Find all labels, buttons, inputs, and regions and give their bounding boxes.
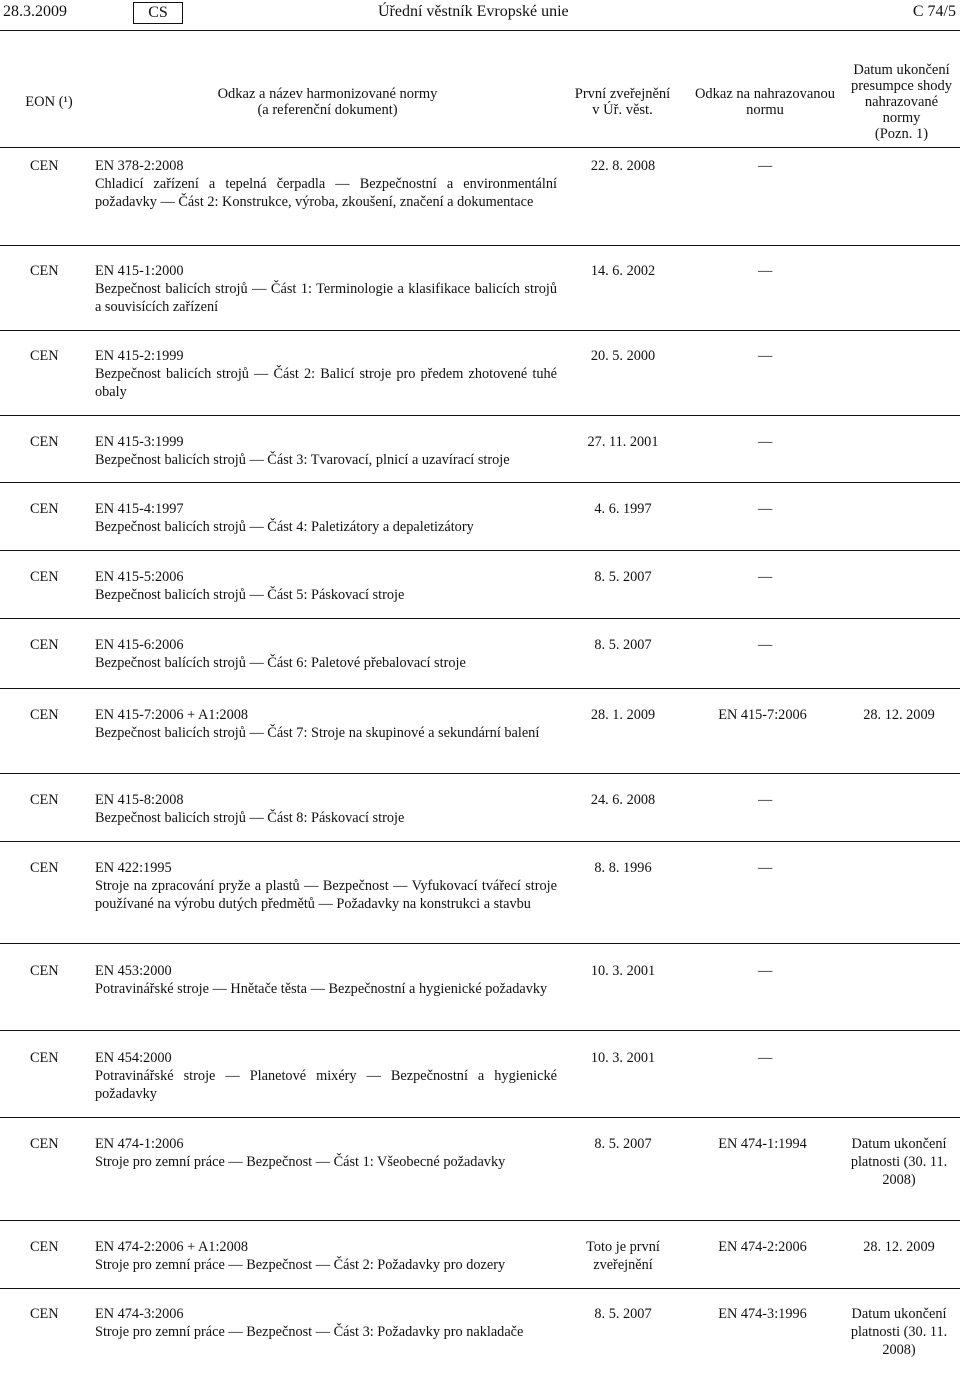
- publication-date-cell: 10. 3. 2001: [590, 963, 656, 979]
- standard-title: Bezpečnost balicích strojů — Část 7: Stroje na skupinové a sekundární balení: [95, 725, 540, 742]
- superseded-standard-cell: EN 474-3:1996: [718, 1306, 807, 1322]
- standard-code: EN 415-3:1999: [95, 434, 184, 450]
- language-badge: CS: [133, 2, 183, 24]
- reference-cell: [95, 262, 557, 317]
- standard-code: EN 454:2000: [95, 1050, 172, 1066]
- superseded-standard-cell: EN 474-2:2006: [718, 1239, 807, 1255]
- publication-date-cell: 8. 8. 1996: [594, 860, 652, 876]
- reference-cell: [95, 791, 557, 827]
- publication-date-cell: 8. 5. 2007: [594, 569, 652, 585]
- standard-code: EN 415-4:1997: [95, 501, 184, 517]
- superseded-standard-cell: EN 415-7:2006: [718, 707, 807, 723]
- superseded-standard-cell: —: [758, 637, 773, 653]
- cessation-date-cell: Datum ukončení platnosti (30. 11. 2008): [850, 1306, 948, 1359]
- reference-cell: [95, 859, 557, 914]
- cessation-date-cell: 28. 12. 2009: [863, 1239, 935, 1255]
- eon-cell: CEN: [30, 963, 59, 979]
- standard-title: Bezpečnost balicích strojů — Část 1: Terminologie a klasifikace balicích strojů a souvisících zařízení: [95, 281, 557, 316]
- row-divider: [0, 330, 960, 331]
- row-divider: [0, 841, 960, 842]
- superseded-standard-cell: —: [758, 860, 773, 876]
- reference-cell: [95, 347, 557, 402]
- standard-code: EN 415-5:2006: [95, 569, 184, 585]
- publication-date-cell: 14. 6. 2002: [590, 263, 656, 279]
- standard-title: Potravinářské stroje — Hnětače těsta — Bezpečnostní a hygienické požadavky: [95, 981, 548, 998]
- superseded-standard-cell: —: [758, 792, 773, 808]
- publication-date-cell: 22. 8. 2008: [590, 158, 656, 174]
- publication-date-cell: 27. 11. 2001: [587, 434, 659, 450]
- eon-cell: CEN: [30, 1050, 59, 1066]
- cessation-date-cell: Datum ukončení platnosti (30. 11. 2008): [850, 1136, 948, 1189]
- superseded-standard-cell: —: [758, 158, 773, 174]
- eon-cell: CEN: [30, 434, 59, 450]
- row-divider: [0, 943, 960, 944]
- col-eon-header: EON (¹): [25, 94, 73, 110]
- row-divider: [0, 1030, 960, 1031]
- standard-code: EN 415-1:2000: [95, 263, 184, 279]
- standard-title: Chladicí zařízení a tepelná čerpadla — Bezpečnostní a environmentální požadavky — Část 2: Konstrukce, výroba, zkoušení, značení a dokumentace: [95, 176, 557, 211]
- row-divider: [0, 773, 960, 774]
- publication-date-cell: 28. 1. 2009: [590, 707, 656, 723]
- eon-cell: CEN: [30, 707, 59, 723]
- row-divider: [0, 1117, 960, 1118]
- row-divider: [0, 1288, 960, 1289]
- row-divider: [0, 482, 960, 483]
- col-cessation-header: Datum ukončení presumpce shody nahrazované normy (Pozn. 1): [850, 62, 953, 142]
- reference-cell: [95, 1049, 557, 1104]
- reference-cell: [95, 433, 557, 469]
- row-divider: [0, 550, 960, 551]
- page-header: [0, 0, 960, 32]
- row-divider: [0, 618, 960, 619]
- eon-cell: CEN: [30, 637, 59, 653]
- eon-cell: CEN: [30, 792, 59, 808]
- row-divider: [0, 415, 960, 416]
- superseded-standard-cell: —: [758, 263, 773, 279]
- journal-title: Úřední věstník Evropské unie: [378, 3, 569, 20]
- eon-cell: CEN: [30, 1136, 59, 1152]
- eon-cell: CEN: [30, 158, 59, 174]
- table-header: [0, 62, 960, 142]
- cessation-date-cell: 28. 12. 2009: [863, 707, 935, 723]
- col-reference-header: Odkaz a název harmonizované normy (a referenční dokument): [217, 86, 438, 118]
- standard-title: Bezpečnost balicích strojů — Část 8: Páskovací stroje: [95, 810, 405, 827]
- superseded-standard-cell: —: [758, 1050, 773, 1066]
- header-date: 28.3.2009: [3, 3, 67, 20]
- standard-code: EN 422:1995: [95, 860, 172, 876]
- reference-cell: [95, 706, 557, 742]
- standard-code: EN 474-2:2006 + A1:2008: [95, 1239, 249, 1255]
- reference-cell: [95, 1305, 557, 1341]
- standard-code: EN 378-2:2008: [95, 158, 184, 174]
- superseded-standard-cell: EN 474-1:1994: [718, 1136, 807, 1152]
- standard-title: Stroje pro zemní práce — Bezpečnost — Část 1: Všeobecné požadavky: [95, 1154, 506, 1171]
- reference-cell: [95, 962, 557, 998]
- standard-code: EN 415-8:2008: [95, 792, 184, 808]
- row-divider: [0, 1220, 960, 1221]
- superseded-standard-cell: —: [758, 963, 773, 979]
- publication-date-cell: 8. 5. 2007: [594, 1136, 652, 1152]
- standard-title: Stroje pro zemní práce — Bezpečnost — Část 2: Požadavky pro dozery: [95, 1257, 506, 1274]
- standard-title: Stroje pro zemní práce — Bezpečnost — Část 3: Požadavky pro nakladače: [95, 1324, 524, 1341]
- reference-cell: [95, 1238, 557, 1274]
- reference-cell: [95, 157, 557, 212]
- standard-code: EN 415-6:2006: [95, 637, 184, 653]
- reference-cell: [95, 568, 557, 604]
- superseded-standard-cell: —: [758, 501, 773, 517]
- eon-cell: CEN: [30, 263, 59, 279]
- eon-cell: CEN: [30, 569, 59, 585]
- row-divider: [0, 245, 960, 246]
- standard-code: EN 453:2000: [95, 963, 172, 979]
- reference-cell: [95, 500, 557, 536]
- standard-title: Stroje na zpracování pryže a plastů — Bezpečnost — Vyfukovací tvářecí stroje používané na výrobu dutých předmětů — Požadavky na konstrukci a stavbu: [95, 878, 557, 913]
- publication-date-cell: 24. 6. 2008: [590, 792, 656, 808]
- table-header-rule: [0, 147, 960, 148]
- header-rule: [0, 30, 960, 31]
- superseded-standard-cell: —: [758, 348, 773, 364]
- standard-code: EN 415-2:1999: [95, 348, 184, 364]
- publication-date-cell: 20. 5. 2000: [590, 348, 656, 364]
- standard-code: EN 415-7:2006 + A1:2008: [95, 707, 249, 723]
- standard-title: Bezpečnost balicích strojů — Část 2: Balicí stroje pro předem zhotovené tuhé obaly: [95, 366, 557, 401]
- standard-title: Bezpečnost balících strojů — Část 6: Paletové přebalovací stroje: [95, 655, 466, 672]
- row-divider: [0, 688, 960, 689]
- standard-code: EN 474-1:2006: [95, 1136, 184, 1152]
- reference-cell: [95, 636, 557, 672]
- reference-cell: [95, 1135, 557, 1171]
- standard-title: Potravinářské stroje — Planetové mixéry — Bezpečnostní a hygienické požadavky: [95, 1068, 557, 1103]
- standard-title: Bezpečnost balicích strojů — Část 5: Páskovací stroje: [95, 587, 405, 604]
- publication-date-cell: 10. 3. 2001: [590, 1050, 656, 1066]
- eon-cell: CEN: [30, 501, 59, 517]
- eon-cell: CEN: [30, 860, 59, 876]
- page-number: C 74/5: [912, 3, 956, 20]
- publication-date-cell: 4. 6. 1997: [594, 501, 652, 517]
- standard-code: EN 474-3:2006: [95, 1306, 184, 1322]
- standard-title: Bezpečnost balicích strojů — Část 3: Tvarovací, plnicí a uzavírací stroje: [95, 452, 510, 469]
- eon-cell: CEN: [30, 1239, 59, 1255]
- publication-date-cell: 8. 5. 2007: [594, 637, 652, 653]
- publication-date-cell: Toto je první zveřejnění: [586, 1239, 660, 1274]
- eon-cell: CEN: [30, 1306, 59, 1322]
- publication-date-cell: 8. 5. 2007: [594, 1306, 652, 1322]
- standard-title: Bezpečnost balicích strojů — Část 4: Paletizátory a depaletizátory: [95, 519, 474, 536]
- eon-cell: CEN: [30, 348, 59, 364]
- col-publication-header: První zveřejnění v Úř. věst.: [574, 86, 671, 118]
- superseded-standard-cell: —: [758, 569, 773, 585]
- superseded-standard-cell: —: [758, 434, 773, 450]
- col-superseded-header: Odkaz na nahrazovanou normu: [694, 86, 836, 118]
